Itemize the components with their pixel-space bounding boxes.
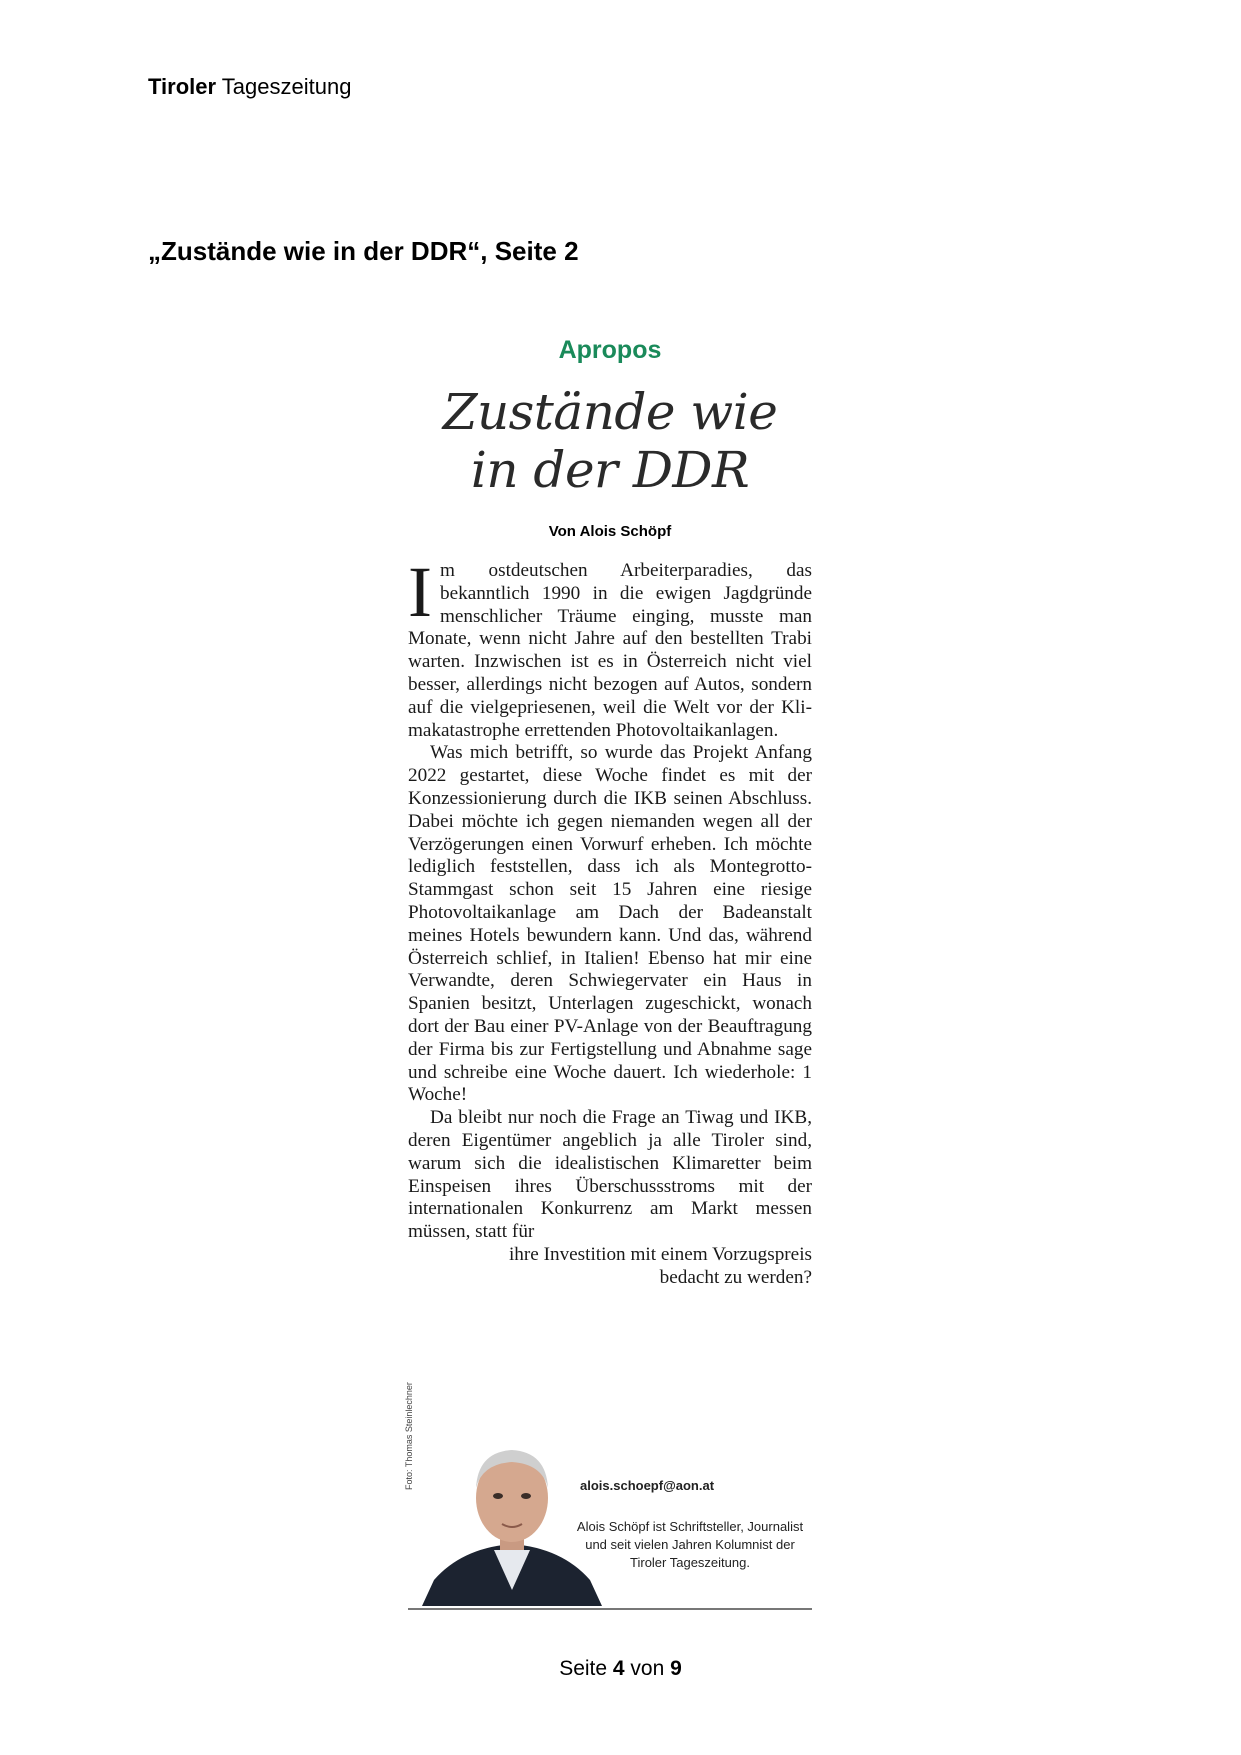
headline-line-1: Zustände wie — [442, 383, 778, 441]
paragraph-1-text: m ostdeutschen Arbeiterparadies, das bekanntlich 1990 in die ewigen Jagdgründe menschlicher Träume einging, musste man Monate, wenn nicht Jahre auf den bestellten Trabi warten. Inzwischen ist es in Österreich nicht viel besser, allerdings nicht bezogen auf Autos, sondern auf die vielgepriesenen, weil die Welt vor der Klimakatastrophe errettenden Photovoltaikanlagen. — [408, 560, 812, 741]
article-clipping — [408, 336, 812, 1290]
paragraph-2: Was mich betrifft, so wurde das Projekt Anfang 2022 gestartet, diese Woche findet es mit der Konzessionierung durch die IKB seinen Abschluss. Dabei möchte ich gegen niemanden wegen all der Verzögerungen einen Vorwurf erheben. Ich möchte lediglich feststellen, dass ich als Montegrotto-Stammgast schon seit 15 Jahren eine riesige Photovoltaikanlage am Dach der Badeanstalt meines Hotels bewundern kann. Und das, während Österreich schlief, in Italien! Ebenso hat mir eine Verwandte, deren Schwiegervater ein Haus in Spanien besitzt, Unterlagen zugeschickt, wonach dort der Bau einer PV-Anlage von der Beauftragung der Firma bis zur Fertigstellung und Abnahme sage und schreibe eine Woche dauert. Ich wiederhole: 1 Woche! — [408, 742, 812, 1106]
publication-header — [148, 74, 351, 100]
current-page: 4 — [612, 1657, 625, 1680]
author-box — [404, 1382, 812, 1610]
footer-prefix: Seite — [559, 1657, 613, 1680]
author-bio: Alois Schöpf ist Schriftsteller, Journalist und seit vielen Jahren Kolumnist der Tiroler Tageszeitung. — [576, 1519, 804, 1570]
author-email: alois.schoepf@aon.at — [580, 1478, 715, 1493]
paragraph-3-end: ihre Investition mit einem Vorzugspreis bedacht zu werden? — [508, 1243, 812, 1288]
page-footer — [0, 1657, 1241, 1681]
document-title: „Zustände wie in der DDR“, Seite 2 — [148, 236, 579, 266]
paragraph-1 — [408, 552, 812, 742]
article-byline: Von Alois Schöpf — [548, 523, 672, 540]
footer-middle: von — [624, 1657, 671, 1680]
photo-credit: Foto: Thomas Steinlechner — [404, 1382, 414, 1490]
article-kicker: Apropos — [558, 336, 662, 364]
brand-bold: Tiroler — [148, 74, 217, 99]
article-body — [408, 552, 812, 1290]
total-pages: 9 — [670, 1657, 682, 1680]
paragraph-3: Da bleibt nur noch die Frage an Tiwag und IKB, deren Eigentümer angeblich ja alle Tiroler sind, warum sich die idealistischen Klimaretter beim Einspeisen ihres Überschussstroms mit der internationalen Konkurrenz am Markt messen müssen, statt für — [408, 1107, 812, 1243]
brand-rest: Tageszeitung — [216, 74, 352, 99]
headline-line-2: in der DDR — [470, 441, 750, 499]
article-headline — [408, 383, 812, 499]
drop-cap: I — [408, 552, 432, 632]
